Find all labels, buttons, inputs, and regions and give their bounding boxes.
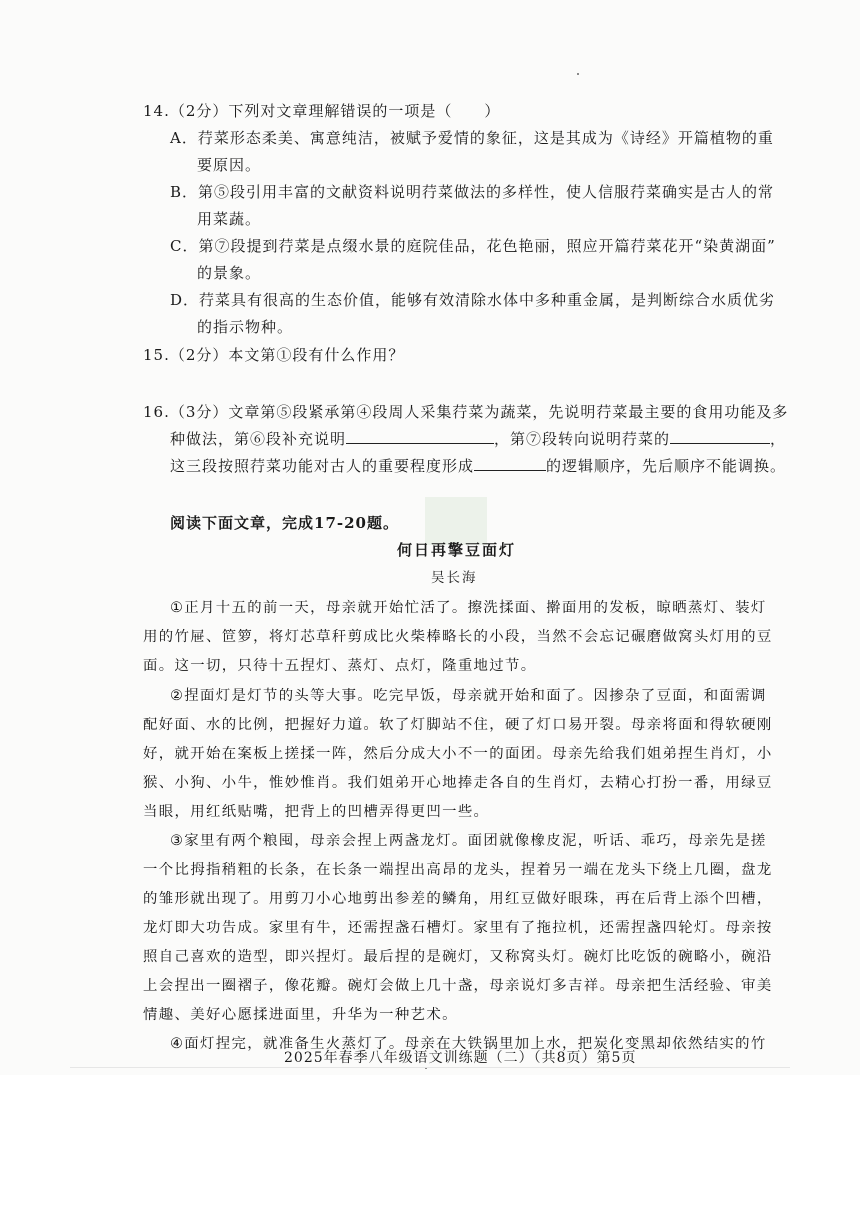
- answer-blank-3[interactable]: [474, 456, 546, 471]
- article-line: 的雏形就出现了。用剪刀小心地剪出参差的鳞角，用红豆做好眼珠，再在后背上添个凹槽，: [143, 891, 773, 907]
- question-14-stem: 14.（2分）下列对文章理解错误的一项是（ ）: [143, 102, 501, 120]
- question-15-stem: 15.（2分）本文第①段有什么作用？: [143, 346, 405, 364]
- q16-line2-text-a: 种做法，第⑥段补充说明: [170, 430, 347, 448]
- q14-option-a-line2: 要原因。: [197, 156, 262, 174]
- scan-speck: [577, 73, 579, 75]
- q16-line3-text-a: 这三段按照荇菜功能对古人的重要程度形成: [170, 457, 475, 475]
- q16-line2-text-c: ，: [770, 430, 787, 448]
- article-line: 上会捏出一圈褶子，像花瓣。碗灯会做上几十盏，母亲说灯多吉祥。母亲把生活经验、审美: [143, 978, 773, 994]
- article-line: 用的竹屉、笸箩，将灯芯草秆剪成比火柴棒略长的小段，当然不会忘记碾磨做窝头灯用的豆: [143, 629, 773, 645]
- page-footer: 2025年春季八年级语文训练题（二）（共8页）第5页: [284, 1050, 637, 1066]
- article-line: 一个比拇指稍粗的长条，在长条一端捏出高昂的龙头，捏着另一端在龙头下绕上几圈，盘龙: [143, 862, 773, 878]
- article-author: 吴长海: [431, 570, 478, 586]
- answer-blank-1[interactable]: [346, 429, 494, 444]
- scan-blot: [425, 497, 487, 545]
- article-line: 面。这一切，只待十五捏灯、蒸灯、点灯，隆重地过节。: [143, 658, 537, 674]
- q16-line2-text-b: ，第⑦段转向说明荇菜的: [494, 430, 671, 448]
- answer-blank-2[interactable]: [670, 429, 770, 444]
- article-line: 照自己喜欢的造型，即兴捏灯。最后捏的是碗灯，又称窝头灯。碗灯比吃饭的碗略小，碗沿: [143, 949, 773, 965]
- article-line: 当眼，用红纸贴嘴，把背上的凹槽弄得更凹一些。: [143, 804, 490, 820]
- question-16-line3: [170, 455, 786, 476]
- article-line: 情趣、美好心愿揉进面里，升华为一种艺术。: [143, 1007, 458, 1023]
- article-line: 猴、小狗、小牛，惟妙惟肖。我们姐弟开心地捧走各自的生肖灯，去精心打扮一番，用绿豆: [143, 775, 773, 791]
- article-title: 何日再擎豆面灯: [397, 541, 517, 559]
- article-line: 龙灯即大功告成。家里有牛，还需捏盏石槽灯。家里有了拖拉机，还需捏盏四轮灯。母亲按: [143, 920, 773, 936]
- article-line: ①正月十五的前一天，母亲就开始忙活了。擦洗揉面、擀面用的发板，晾晒蒸灯、装灯: [170, 600, 767, 616]
- article-line: 配好面、水的比例，把握好力道。软了灯脚站不住，硬了灯口易开裂。母亲将面和得软硬刚: [143, 717, 773, 733]
- page-bottom-edge: [70, 1067, 790, 1068]
- question-16-line2: [170, 428, 786, 449]
- q14-option-d-line2: 的指示物种。: [197, 318, 294, 336]
- q14-option-b-line1: B．第⑤段引用丰富的文献资料说明荇菜做法的多样性，使人信服荇菜确实是古人的常: [170, 183, 775, 201]
- article-line: ④面灯捏完，就准备生火蒸灯了。母亲在大铁锅里加上水，把炭化变黑却依然结实的竹: [170, 1036, 767, 1052]
- q14-option-c-line1: C．第⑦段提到荇菜是点缀水景的庭院佳品，花色艳丽，照应开篇荇菜花开“染黄湖面”: [170, 237, 776, 255]
- q16-line3-text-b: 的逻辑顺序，先后顺序不能调换。: [546, 457, 787, 475]
- q14-option-b-line2: 用菜蔬。: [197, 210, 262, 228]
- q14-option-d-line1: D．荇菜具有很高的生态价值，能够有效清除水体中多种重金属，是判断综合水质优劣: [170, 291, 776, 309]
- article-line: ③家里有两个粮囤，母亲会捏上两盏龙灯。面团就像橡皮泥，听话、乖巧，母亲先是搓: [170, 833, 767, 849]
- article-line: 好，就开始在案板上搓揉一阵，然后分成大小不一的面团。母亲先给我们姐弟捏生肖灯，小: [143, 746, 773, 762]
- question-16-line1: 16.（3分）文章第⑤段紧承第④段周人采集荇菜为蔬菜，先说明荇菜最主要的食用功能及多: [143, 403, 789, 421]
- q14-option-a-line1: A．荇菜形态柔美、寓意纯洁，被赋予爱情的象征，这是其成为《诗经》开篇植物的重: [170, 129, 774, 147]
- q14-option-c-line2: 的景象。: [197, 264, 262, 282]
- article-line: ②捏面灯是灯节的头等大事。吃完早饭，母亲就开始和面了。因掺杂了豆面，和面需调: [170, 688, 767, 704]
- reading-heading: 阅读下面文章，完成17-20题。: [170, 514, 399, 532]
